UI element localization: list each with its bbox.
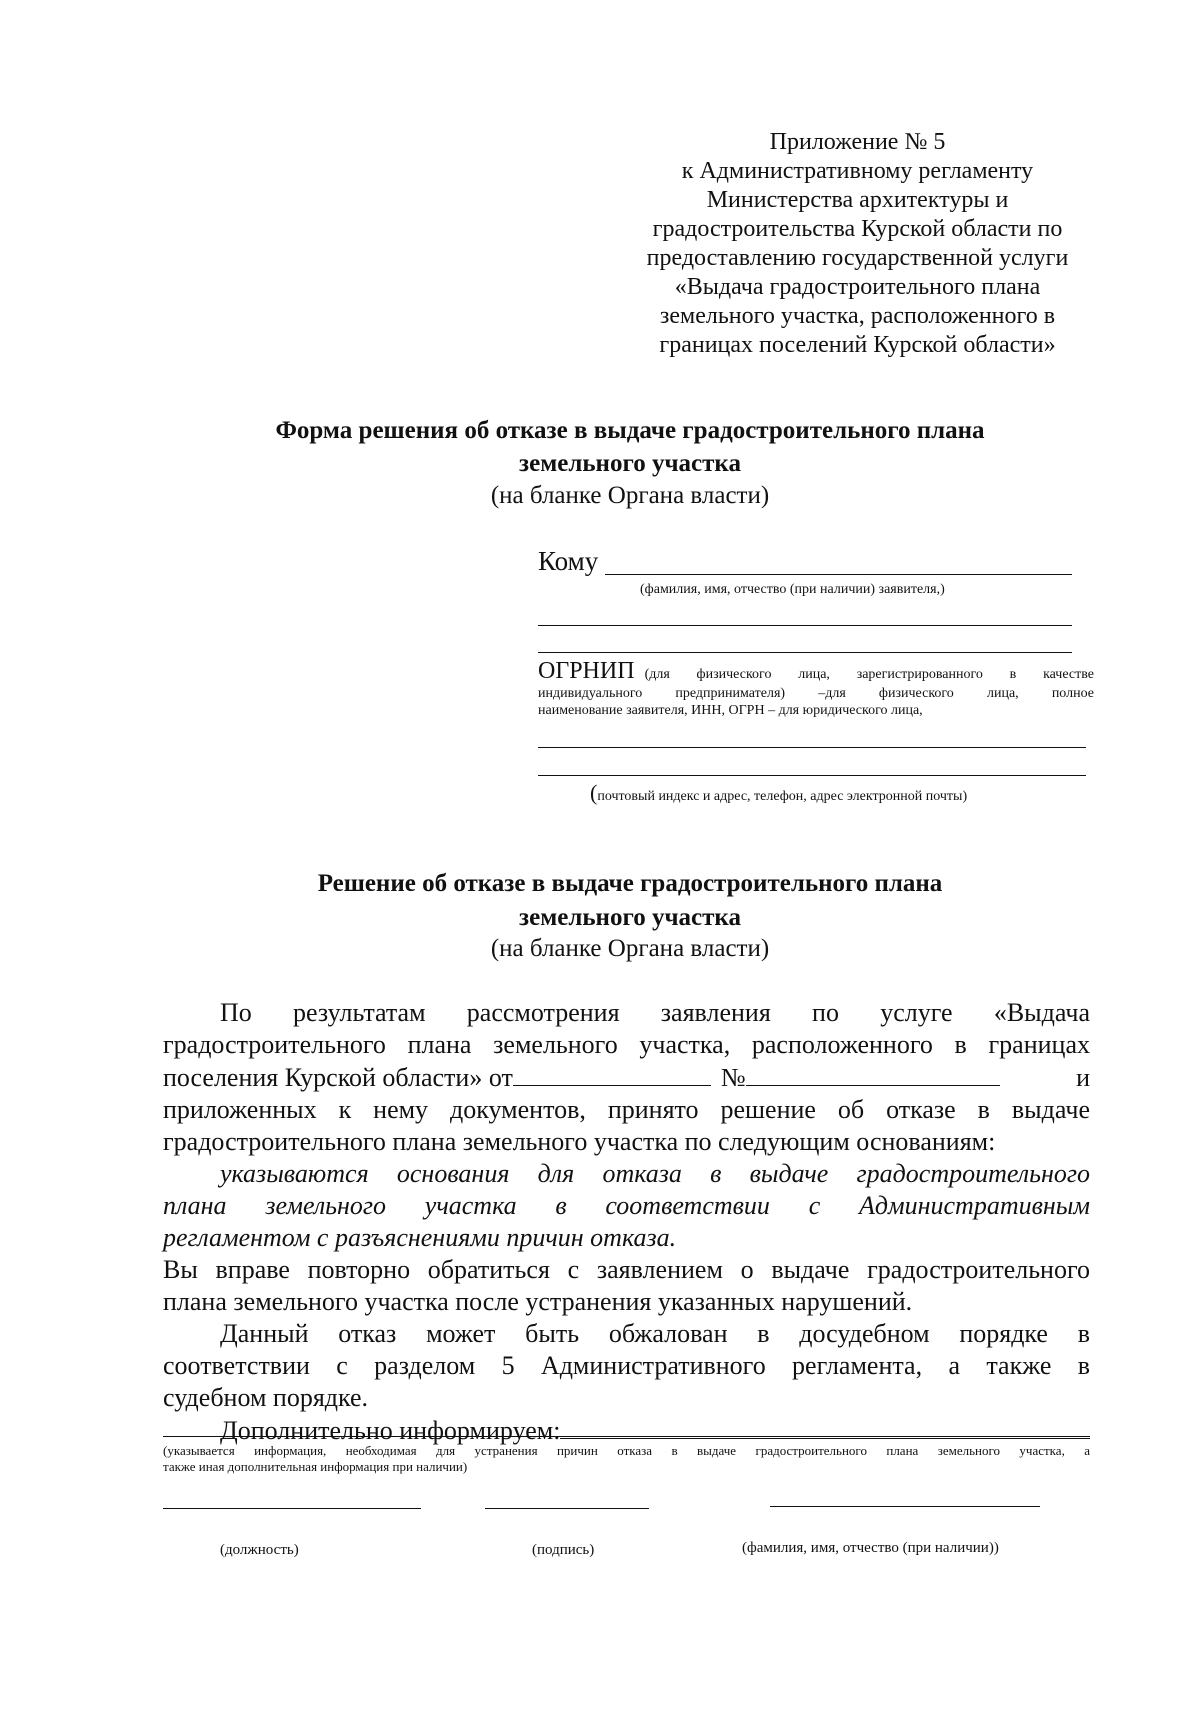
- form-title-line2: земельного участка: [519, 450, 741, 477]
- ogrnip-hint-line2: индивидуального предпринимателя) –для физического лица, полное: [538, 686, 1094, 701]
- form-title-line1: Форма решения об отказе в выдаче градостроительного плана: [275, 417, 985, 444]
- number-field[interactable]: [746, 1061, 1000, 1086]
- decision-body: [163, 997, 1090, 1447]
- ogrnip-hint-line3: наименование заявителя, ИНН, ОГРН – для юридического лица,: [538, 703, 923, 718]
- address-line-1[interactable]: [538, 747, 1086, 748]
- ogrnip-hint-line1: (для физического лица, зарегистрированного в качестве: [644, 667, 1094, 682]
- recipient-extra-line-1[interactable]: [538, 625, 1072, 626]
- address-hint-paren: (: [590, 780, 598, 805]
- body-italic-line2: плана земельного участка в соответствии с Административным: [163, 1191, 1090, 1220]
- body-p3-line2: соответствии с разделом 5 Административного регламента, а также в: [163, 1351, 1090, 1380]
- appendix-line: границах поселений Курской области»: [659, 332, 1056, 358]
- body-p1-line2: градостроительного плана земельного участка, расположенного в границах: [163, 1030, 1090, 1059]
- additional-info-line-2[interactable]: [163, 1436, 1090, 1437]
- name-line[interactable]: [770, 1506, 1040, 1507]
- appendix-line: предоставлению государственной услуги: [646, 245, 1069, 271]
- body-p1-line3-end: и: [1076, 1063, 1090, 1092]
- appendix-line: к Административному регламенту: [681, 158, 1034, 184]
- appendix-line: Министерства архитектуры и: [706, 187, 1009, 213]
- name-label: (фамилия, имя, отчество (при наличии)): [742, 1540, 999, 1556]
- sign-label: (подпись): [532, 1542, 595, 1558]
- number-sign: №: [720, 1063, 746, 1092]
- to-name-hint: (фамилия, имя, отчество (при наличии) заявителя,): [640, 582, 945, 597]
- decision-title-line3: (на бланке Органа власти): [490, 935, 770, 962]
- appendix-line: «Выдача градостроительного плана: [674, 274, 1041, 300]
- ogrnip-block: [538, 658, 1094, 719]
- to-label: Кому: [538, 546, 599, 576]
- body-italic-line1: указываются основания для отказа в выдаче градостроительного: [220, 1159, 1090, 1188]
- additional-info-label: Дополнительно информируем:: [220, 1416, 561, 1445]
- body-p1-line3-text: поселения Курской области» от: [163, 1063, 513, 1092]
- note-line1: (указывается информация, необходимая для устранения причин отказа в выдаче градостроительного плана земельного участка, а: [163, 1443, 1090, 1458]
- date-field[interactable]: [513, 1061, 711, 1086]
- appendix-line: градостроительства Курской области по: [652, 216, 1063, 242]
- position-line[interactable]: [163, 1508, 421, 1509]
- body-p2-line1: Вы вправе повторно обратиться с заявлением о выдаче градостроительного: [163, 1255, 1090, 1284]
- body-p2-line2: плана земельного участка после устранения указанных нарушений.: [163, 1287, 913, 1316]
- position-label: (должность): [220, 1542, 299, 1558]
- decision-title-line1: Решение об отказе в выдаче градостроительного плана: [317, 870, 943, 897]
- form-title-line3: (на бланке Органа власти): [490, 482, 770, 509]
- decision-title-line2: земельного участка: [519, 904, 741, 931]
- address-hint-text: почтовый индекс и адрес, телефон, адрес электронной почты): [597, 789, 968, 804]
- body-p1-line4: приложенных к нему документов, принято решение об отказе в выдаче: [163, 1095, 1090, 1124]
- body-p3-line3: судебном порядке.: [163, 1383, 369, 1412]
- recipient-extra-line-2[interactable]: [538, 652, 1072, 653]
- appendix-header: [605, 128, 1110, 360]
- sign-line[interactable]: [485, 1508, 649, 1509]
- ogrnip-label: ОГРНИП: [538, 658, 635, 684]
- body-p1-line3: [163, 1061, 1090, 1094]
- appendix-line: земельного участка, расположенного в: [659, 303, 1056, 329]
- address-hint: [590, 780, 967, 806]
- body-p1-line5: градостроительного плана земельного участка по следующим основаниям:: [163, 1127, 996, 1156]
- body-p3-line1: Данный отказ может быть обжалован в досудебном порядке в: [220, 1319, 1090, 1348]
- body-italic-line3: регламентом с разъяснениями причин отказа.: [163, 1223, 677, 1252]
- address-line-2[interactable]: [538, 775, 1086, 776]
- appendix-line: Приложение № 5: [769, 129, 946, 155]
- body-p1-line1: По результатам рассмотрения заявления по услуге «Выдача: [220, 998, 1090, 1027]
- to-name-line[interactable]: [605, 574, 1072, 575]
- note-line2: также иная дополнительная информация при наличии): [163, 1459, 468, 1474]
